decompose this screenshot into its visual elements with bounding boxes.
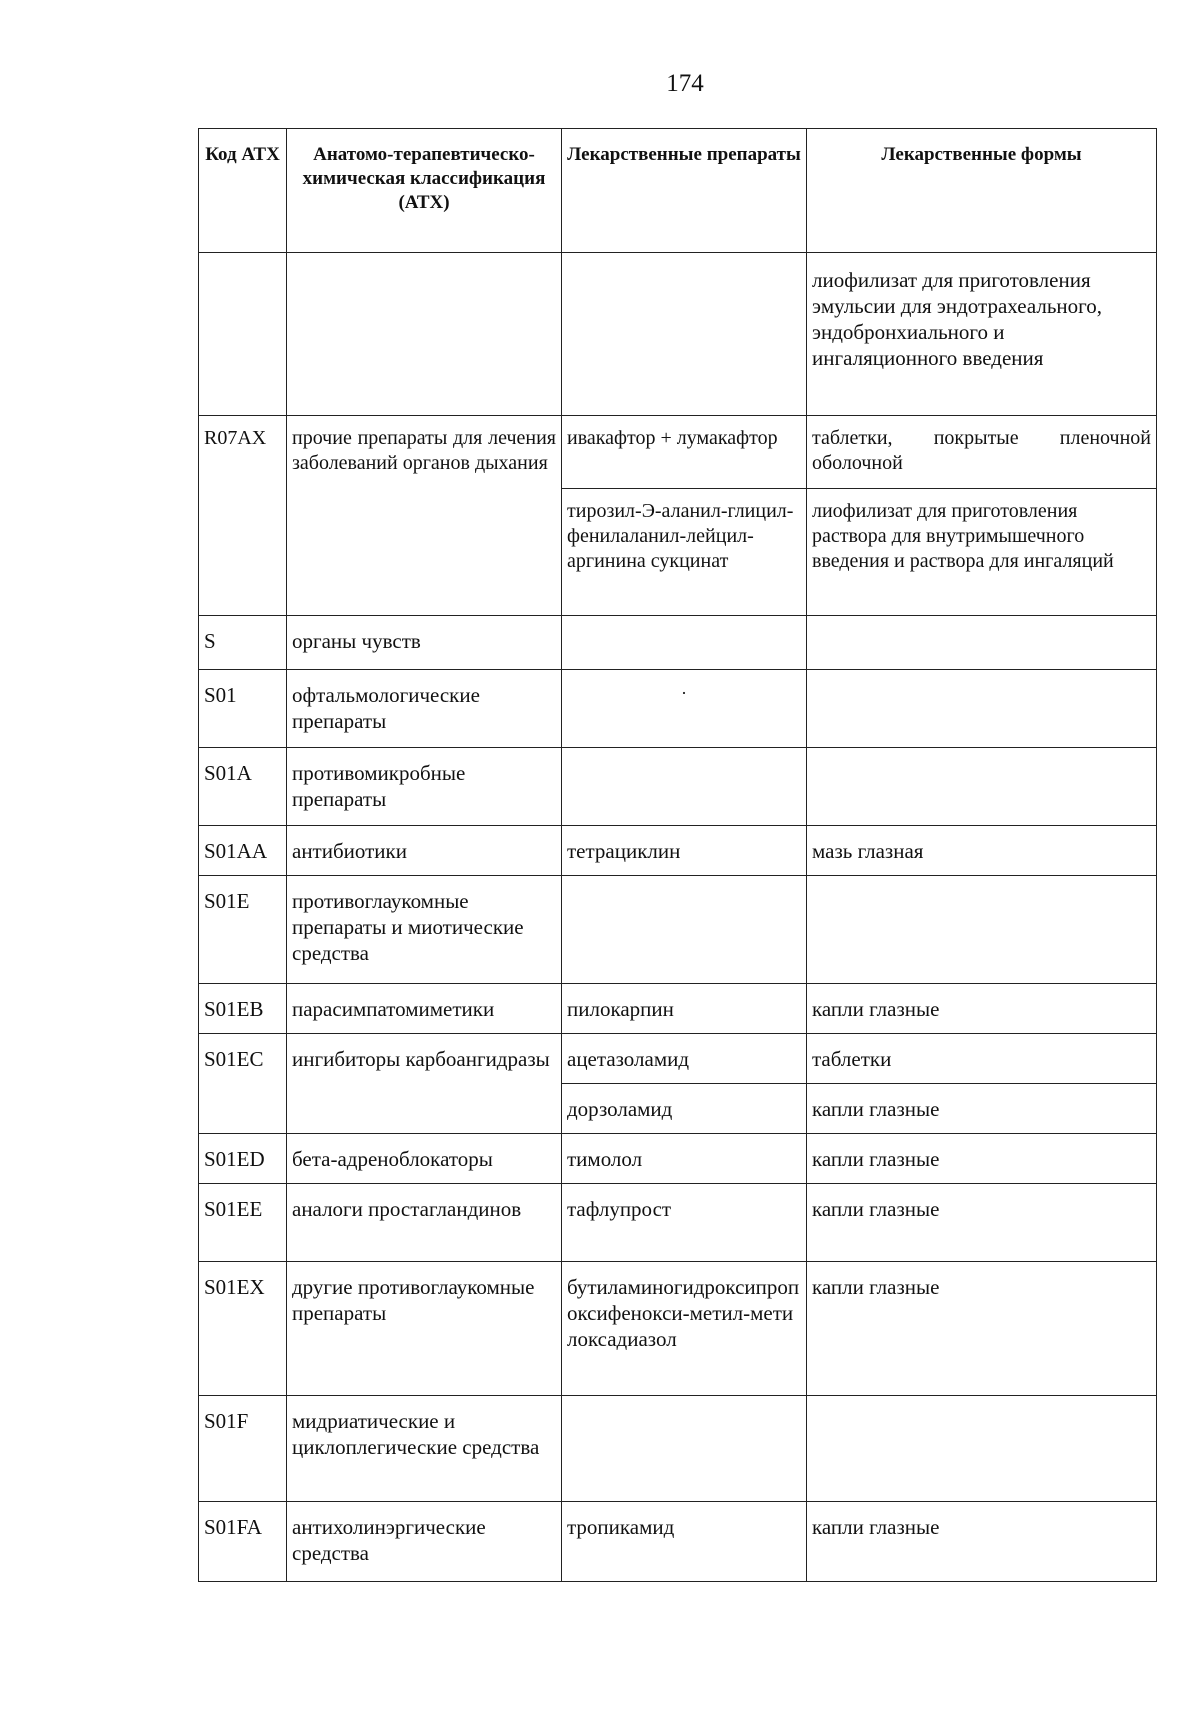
cell-drug: тетрациклин — [562, 826, 807, 876]
cell-drug — [562, 253, 807, 416]
cell-code: R07AX — [199, 416, 287, 616]
cell-classification: бета-адреноблокаторы — [287, 1134, 562, 1184]
cell-form: капли глазные — [807, 1262, 1157, 1396]
cell-form — [807, 876, 1157, 984]
cell-drug: пилокарпин — [562, 984, 807, 1034]
cell-code: S — [199, 616, 287, 670]
cell-form — [807, 616, 1157, 670]
cell-drug: дорзоламид — [562, 1084, 807, 1134]
cell-drug — [562, 616, 807, 670]
cell-drug: ивакафтор + лумакафтор — [562, 416, 807, 489]
cell-drug — [562, 876, 807, 984]
header-code: Код АТХ — [199, 129, 287, 253]
cell-code: S01A — [199, 748, 287, 826]
cell-form: таблетки — [807, 1034, 1157, 1084]
cell-classification: другие противоглаукомные препараты — [287, 1262, 562, 1396]
cell-code: S01EX — [199, 1262, 287, 1396]
table-row — [199, 1262, 1157, 1396]
cell-drug: ацетазоламид — [562, 1034, 807, 1084]
cell-classification: офтальмологические препараты — [287, 670, 562, 748]
table-row — [199, 253, 1157, 416]
header-classification: Анатомо-терапевтическо-химическая классификация (АТХ) — [287, 129, 562, 253]
atx-table — [198, 128, 1157, 1582]
cell-form — [807, 748, 1157, 826]
cell-drug: тропикамид — [562, 1502, 807, 1582]
cell-classification: аналоги простагландинов — [287, 1184, 562, 1262]
table-row — [199, 748, 1157, 826]
cell-classification: противомикробные препараты — [287, 748, 562, 826]
cell-classification: ингибиторы карбоангидразы — [287, 1034, 562, 1134]
cell-classification: парасимпатомиметики — [287, 984, 562, 1034]
cell-classification: прочие препараты для лечения заболеваний органов дыхания — [287, 416, 562, 616]
table-header-row — [199, 129, 1157, 253]
table-row — [199, 826, 1157, 876]
page-number: 174 — [666, 70, 704, 97]
cell-drug — [562, 1396, 807, 1502]
header-drugs: Лекарственные препараты — [562, 129, 807, 253]
cell-code: S01FA — [199, 1502, 287, 1582]
cell-code: S01ED — [199, 1134, 287, 1184]
cell-drug: тимолол — [562, 1134, 807, 1184]
cell-classification: противоглаукомные препараты и миотические средства — [287, 876, 562, 984]
cell-form: таблетки, покрытые пленочной оболочной — [807, 416, 1157, 489]
cell-code: S01E — [199, 876, 287, 984]
table-row — [199, 670, 1157, 748]
cell-code: S01AA — [199, 826, 287, 876]
cell-classification: органы чувств — [287, 616, 562, 670]
cell-form: капли глазные — [807, 984, 1157, 1034]
cell-form: лиофилизат для приготовления раствора для внутримышечного введения и раствора для ингаляций — [807, 489, 1157, 616]
stray-mark: · — [681, 683, 687, 703]
cell-code: S01EC — [199, 1034, 287, 1134]
cell-form: лиофилизат для приготовления эмульсии для эндотрахеального, эндобронхиального и ингаляционного введения — [807, 253, 1157, 416]
cell-classification: антихолинэргические средства — [287, 1502, 562, 1582]
cell-classification: мидриатические и циклоплегические средства — [287, 1396, 562, 1502]
cell-code: S01 — [199, 670, 287, 748]
cell-form: капли глазные — [807, 1084, 1157, 1134]
cell-drug — [562, 670, 807, 748]
cell-code: S01F — [199, 1396, 287, 1502]
header-forms: Лекарственные формы — [807, 129, 1157, 253]
cell-form: капли глазные — [807, 1184, 1157, 1262]
cell-code — [199, 253, 287, 416]
table-row — [199, 1034, 1157, 1084]
table-row — [199, 1184, 1157, 1262]
table-row — [199, 1134, 1157, 1184]
table-row — [199, 1502, 1157, 1582]
cell-drug: тафлупрост — [562, 1184, 807, 1262]
table-row — [199, 416, 1157, 489]
cell-form — [807, 670, 1157, 748]
cell-classification: антибиотики — [287, 826, 562, 876]
cell-form: мазь глазная — [807, 826, 1157, 876]
cell-classification — [287, 253, 562, 416]
cell-form: капли глазные — [807, 1134, 1157, 1184]
table-row — [199, 876, 1157, 984]
cell-drug: бутиламиногидроксипропоксифенокси-метил-метилоксадиазол — [562, 1262, 807, 1396]
table-row — [199, 1396, 1157, 1502]
cell-drug — [562, 748, 807, 826]
cell-form: капли глазные — [807, 1502, 1157, 1582]
table-row — [199, 616, 1157, 670]
cell-drug: тирозил-Э-аланил-глицил-фенилаланил-лейцил-аргинина сукцинат — [562, 489, 807, 616]
cell-code: S01EE — [199, 1184, 287, 1262]
table-row — [199, 984, 1157, 1034]
cell-form — [807, 1396, 1157, 1502]
cell-code: S01EB — [199, 984, 287, 1034]
